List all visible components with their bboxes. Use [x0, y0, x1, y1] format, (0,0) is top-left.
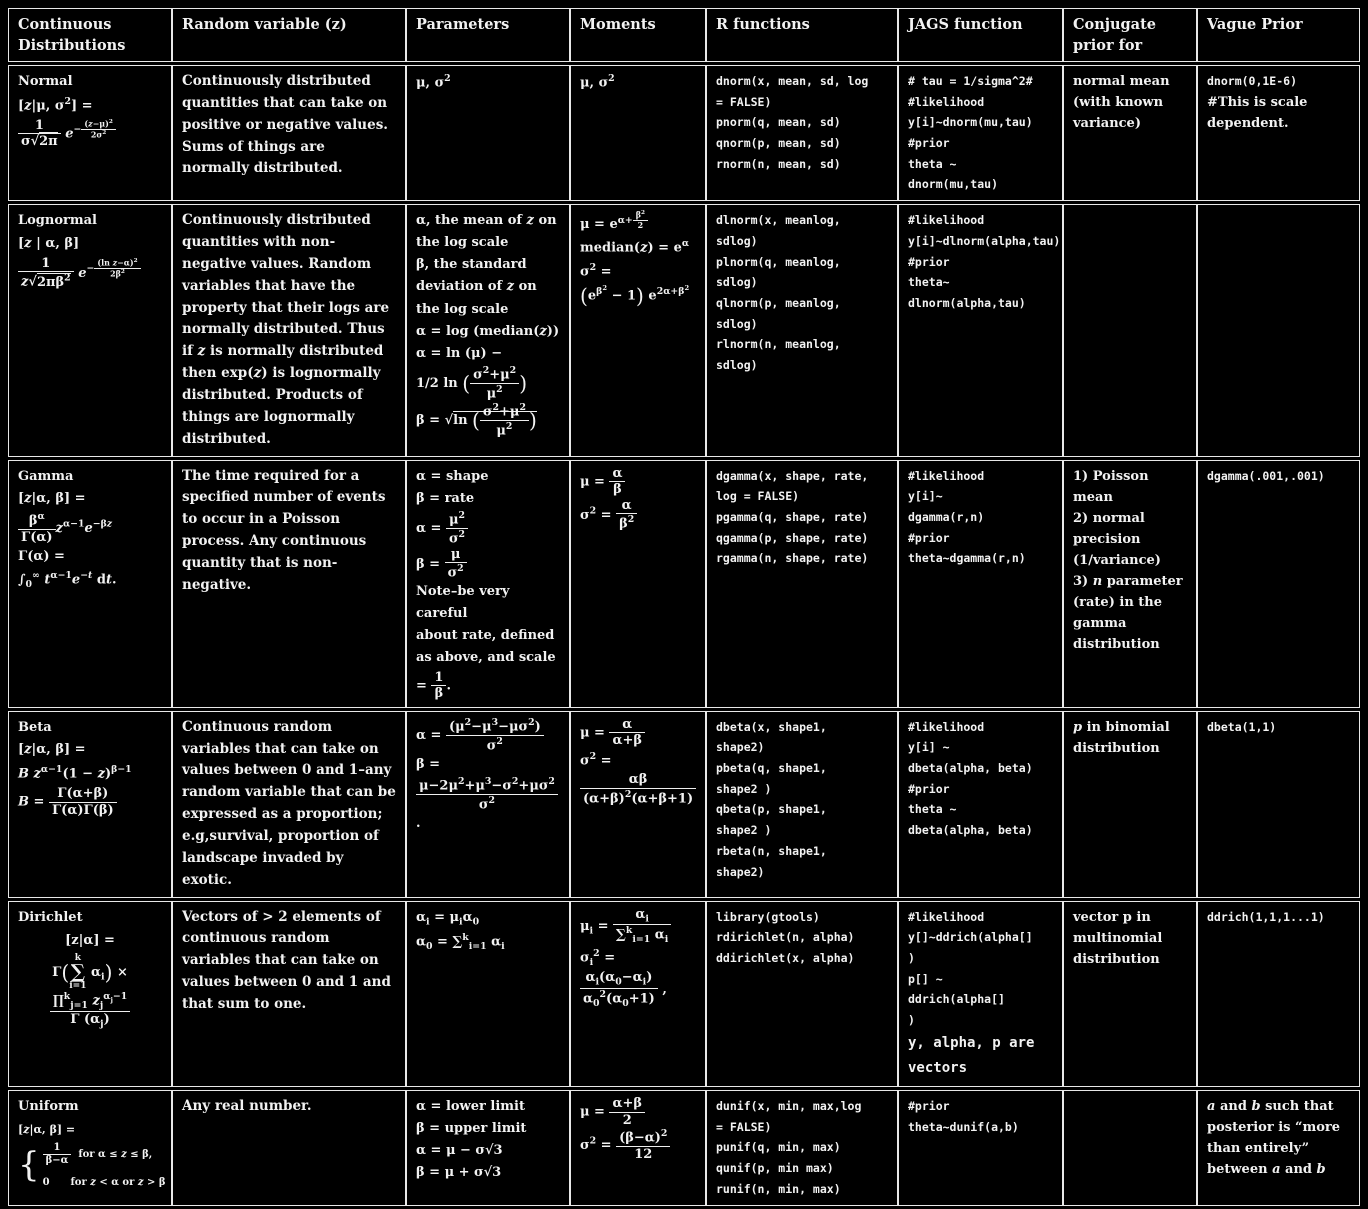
cell-lognormal-description: Continuously distributed quantities with non-negative values. Random variables that have the property that their logs are normally distributed. Thus if z is normally distributed then exp(z) is lognormally distributed. Products of things are lognormally distributed. — [172, 204, 406, 456]
cell-uniform-jags: #prior theta~dunif(a,b) — [898, 1090, 1063, 1205]
cell-lognormal-moments: $\mu = e^{\alpha+ \frac{\beta^2}{2}}$ median(z) = $e^\alpha$ $\sigma^2$ = $(e^{\beta^2} - 1)$ $e^{2\alpha+\beta^2}$ — [570, 204, 706, 456]
cell-lognormal-density: Lognormal [z | α, β] $\frac{1}{z√2\pi\beta^2}$ $e^{- \frac{(\ln z-\alpha)^2}{2\beta^2}}$ — [8, 204, 172, 456]
cell-gamma-moments: μ = $\frac{\alpha}{\beta}$ $\sigma^2$ = $\frac{\alpha}{\beta^2}$ — [570, 460, 706, 708]
column-header-parameters: Parameters — [406, 8, 570, 62]
column-header-vague-prior: Vague Prior — [1197, 8, 1360, 62]
cell-uniform-moments: μ = $\frac{\alpha+\beta}{2}$ $\sigma^2$ = $\frac{(\beta-\alpha)^2}{12}$ — [570, 1090, 706, 1205]
table-row-lognormal — [8, 204, 1360, 456]
cell-gamma-parameters: α = shape β = rate α = $\frac{\mu^2}{\sigma^2}$ β = $\frac{\mu}{\sigma^2}$ Note–be very careful about rate, defined as above, and scale = $\frac{1}{\beta}$ . — [406, 460, 570, 708]
cell-gamma-density: Gamma [z|α, β] = $\frac{\beta^\alpha}{\Gamma(\alpha)}$ $z^{\alpha-1}e^{-\beta z}$ Γ(α) = $\int_0^\infty$ $t^{\alpha-1}e^{-t}$ dt. — [8, 460, 172, 708]
cell-lognormal-parameters: α, the mean of z on the log scale β, the standard deviation of z on the log scale α = log (median(z)) α = ln (μ) − 1/2 ln ( $\frac{\sigma^2+\mu^2}{\mu^2}$ ) β = √ln ( $\frac{\sigma^2+\mu^2}{\mu^2}$ ) — [406, 204, 570, 456]
cell-beta-conjugate: p in binomial distribution — [1063, 711, 1197, 898]
cell-normal-conjugate: normal mean (with known variance) — [1063, 65, 1197, 201]
cell-normal-moments: μ, $\sigma^2$ — [570, 65, 706, 201]
cell-uniform-r-functions: dunif(x, min, max,log = FALSE) punif(q, min, max) qunif(p, min max) runif(n, min, max) — [706, 1090, 898, 1205]
cell-gamma-r-functions: dgamma(x, shape, rate, log = FALSE) pgamma(q, shape, rate) qgamma(p, shape, rate) rgamma(n, shape, rate) — [706, 460, 898, 708]
cell-lognormal-r-functions: dlnorm(x, meanlog, sdlog) plnorm(q, meanlog, sdlog) qlnorm(p, meanlog, sdlog) rlnorm(n, meanlog, sdlog) — [706, 204, 898, 456]
cell-uniform-density: Uniform [z|α, β] = { $\frac{1}{\beta-\alpha}$ for α ≤ z ≤ β, 0 for z < α or z > β — [8, 1090, 172, 1205]
cell-normal-parameters: μ, $\sigma^2$ — [406, 65, 570, 201]
cell-normal-vague: dnorm(0,1E-6) #This is scale dependent. — [1197, 65, 1360, 201]
cell-dirichlet-moments: $\mu_i$ = $\frac{\alpha_i}{\sum^k_{i=1} \alpha_i}$ $\sigma_i^2$ = $\frac{\alpha_i(\alpha_0-\alpha_i)}{\alpha_0^2(\alpha_0+1)}$ , — [570, 901, 706, 1088]
cell-lognormal-vague — [1197, 204, 1360, 456]
cell-beta-r-functions: dbeta(x, shape1, shape2) pbeta(q, shape1, shape2 ) qbeta(p, shape1, shape2 ) rbeta(n, shape1, shape2) — [706, 711, 898, 898]
cell-lognormal-jags: #likelihood y[i]~dlnorm(alpha,tau) #prior theta~ dlnorm(alpha,tau) — [898, 204, 1063, 456]
cell-dirichlet-conjugate: vector p in multinomial distribution — [1063, 901, 1197, 1088]
cell-beta-density: Beta [z|α, β] = B $z^{\alpha-1}(1 - z)^{\beta-1}$ B = $\frac{\Gamma(\alpha+\beta)}{\Gamma(\alpha)\Gamma(\beta)}$ — [8, 711, 172, 898]
cell-beta-vague: dbeta(1,1) — [1197, 711, 1360, 898]
table-row-normal — [8, 65, 1360, 201]
distributions-table — [8, 5, 1360, 1209]
cell-beta-parameters: α = $\frac{(\mu^2-\mu^3-\mu\sigma^2)}{\sigma^2}$ β = $\frac{\mu-2\mu^2+\mu^3-\sigma^2+\mu\sigma^2}{\sigma^2}$ . — [406, 711, 570, 898]
cell-dirichlet-vague: ddrich(1,1,1...1) — [1197, 901, 1360, 1088]
table-row-uniform — [8, 1090, 1360, 1205]
cell-normal-description: Continuously distributed quantities that can take on positive or negative values. Sums of things are normally distributed. — [172, 65, 406, 201]
cell-dirichlet-r-functions: library(gtools) rdirichlet(n, alpha) ddirichlet(x, alpha) — [706, 901, 898, 1088]
cell-dirichlet-density: Dirichlet [z|α] = Γ( k ∑ i=1 $\alpha_i$) × ∏$^k_{j=1}$ $z_j^{\alpha_j-1}$ Γ $(\alpha_j)$ — [8, 901, 172, 1088]
column-header-random-variable: Random variable (z) — [172, 8, 406, 62]
cell-dirichlet-jags: #likelihood y[]~ddrich(alpha[] ) p[] ~ ddrich(alpha[] ) y, alpha, p are vectors — [898, 901, 1063, 1088]
cell-beta-jags: #likelihood y[i] ~ dbeta(alpha, beta) #prior theta ~ dbeta(alpha, beta) — [898, 711, 1063, 898]
page — [0, 5, 1368, 1196]
cell-gamma-description: The time required for a specified number of events to occur in a Poisson process. Any continuous quantity that is non-negative. — [172, 460, 406, 708]
header-row — [8, 8, 1360, 62]
cell-normal-r-functions: dnorm(x, mean, sd, log = FALSE) pnorm(q, mean, sd) qnorm(p, mean, sd) rnorm(n, mean, sd) — [706, 65, 898, 201]
cell-beta-moments: μ = $\frac{\alpha}{\alpha+\beta}$ $\sigma^2$ = $\frac{\alpha\beta}{(\alpha+\beta)^2(\alpha+\beta+1)}$ — [570, 711, 706, 898]
cell-uniform-conjugate — [1063, 1090, 1197, 1205]
cell-uniform-vague: a and b such that posterior is “more than entirely” between a and b — [1197, 1090, 1360, 1205]
column-header-conjugate-prior: Conjugate prior for — [1063, 8, 1197, 62]
cell-uniform-description: Any real number. — [172, 1090, 406, 1205]
cell-normal-jags: # tau = 1/sigma^2# #likelihood y[i]~dnorm(mu,tau) #prior theta ~ dnorm(mu,tau) — [898, 65, 1063, 201]
cell-uniform-parameters: α = lower limit β = upper limit α = μ − σ√3 β = μ + σ√3 — [406, 1090, 570, 1205]
table-row-dirichlet — [8, 901, 1360, 1088]
column-header-r-functions: R functions — [706, 8, 898, 62]
table-row-gamma — [8, 460, 1360, 708]
column-header-jags-function: JAGS function — [898, 8, 1063, 62]
cell-dirichlet-description: Vectors of > 2 elements of continuous random variables that can take on values between 0 and 1 and that sum to one. — [172, 901, 406, 1088]
cell-beta-description: Continuous random variables that can take on values between 0 and 1–any random variable that can be expressed as a proportion; e.g,survival, proportion of landscape invaded by exotic. — [172, 711, 406, 898]
column-header-moments: Moments — [570, 8, 706, 62]
column-header-distributions: Continuous Distributions — [8, 8, 172, 62]
cell-normal-density: Normal [z|μ, $\sigma^2$] = $\frac{1}{\sigma√2\pi}$ $e^{- \frac{(z-\mu)^2}{2\sigma^2}}$ — [8, 65, 172, 201]
cell-lognormal-conjugate — [1063, 204, 1197, 456]
table-row-beta — [8, 711, 1360, 898]
cell-dirichlet-parameters: $\alpha_i = \mu_i\alpha_0$ $\alpha_0 = \sum^k_{i=1}$ $\alpha_i$ — [406, 901, 570, 1088]
cell-gamma-vague: dgamma(.001,.001) — [1197, 460, 1360, 708]
cell-gamma-conjugate: 1) Poisson mean 2) normal precision (1/variance) 3) n parameter (rate) in the gamma distribution — [1063, 460, 1197, 708]
cell-gamma-jags: #likelihood y[i]~ dgamma(r,n) #prior theta~dgamma(r,n) — [898, 460, 1063, 708]
